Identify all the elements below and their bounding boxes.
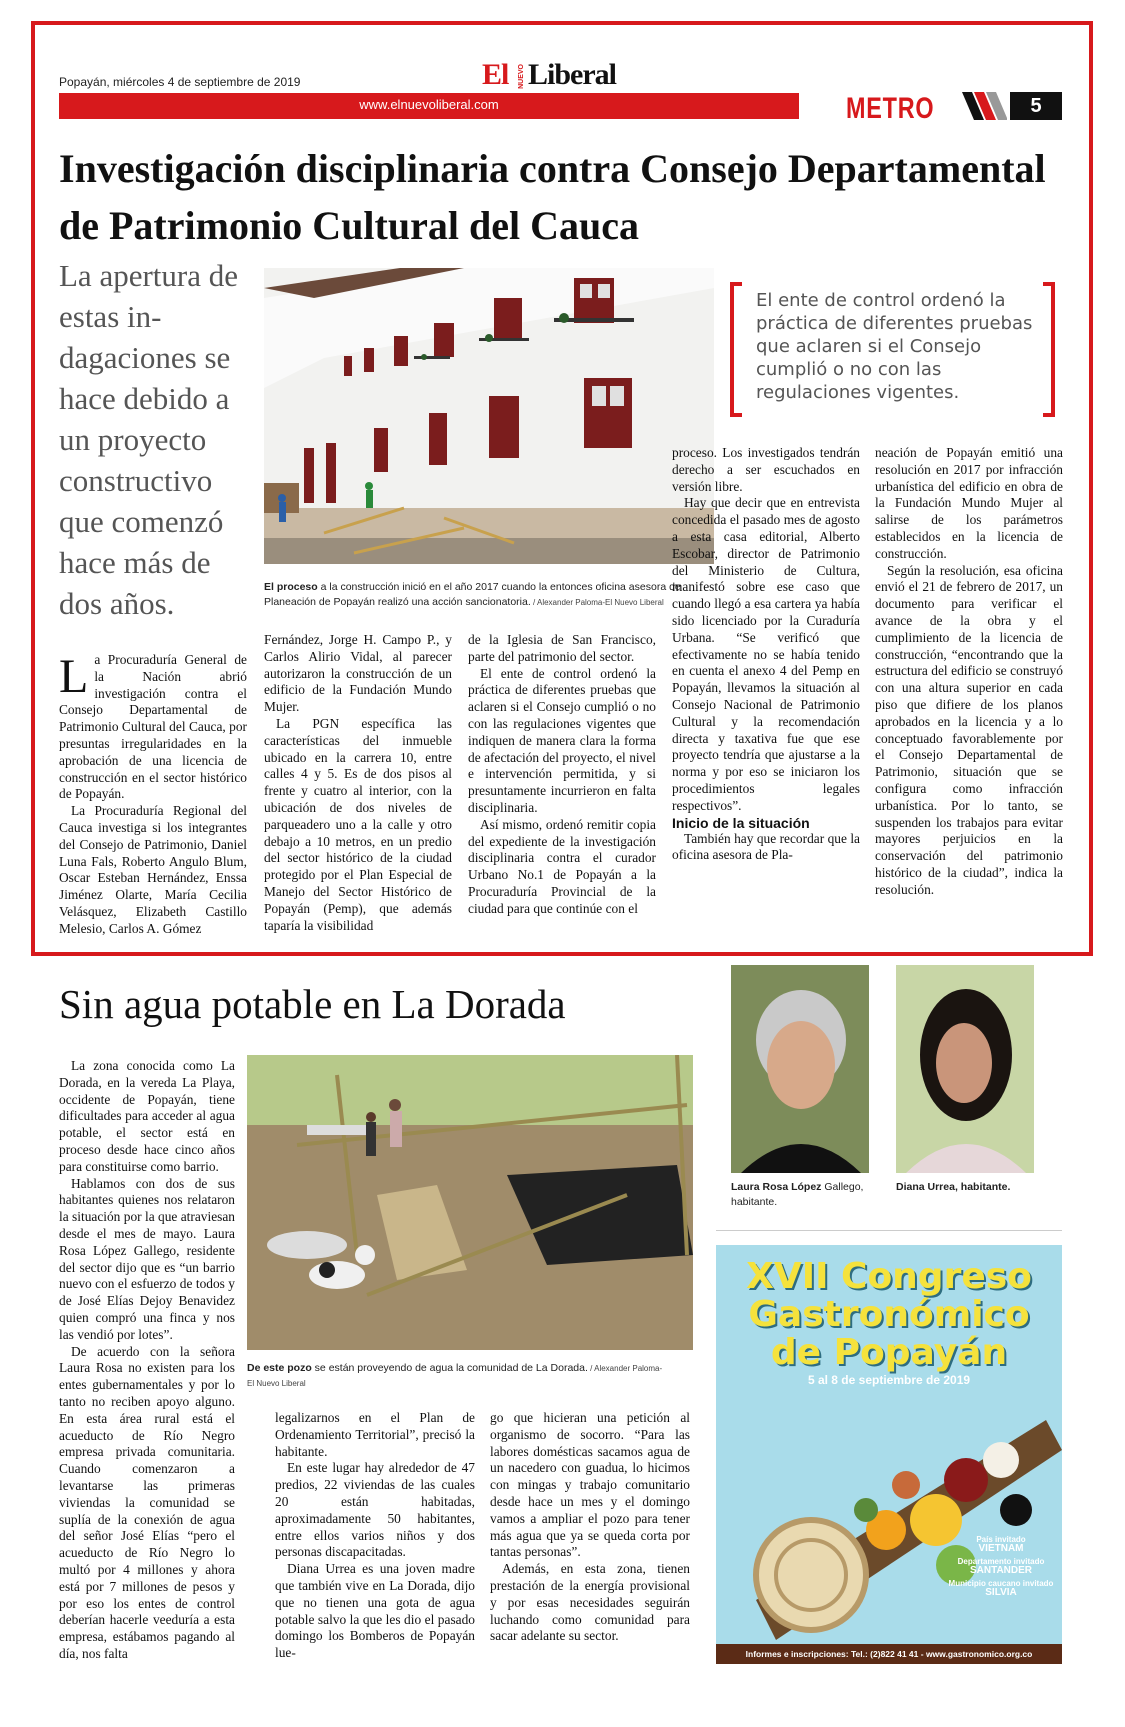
section-swoosh-icon bbox=[962, 92, 1007, 120]
gastronomy-congress-ad[interactable] bbox=[716, 1245, 1062, 1664]
ad-guest-country: VIETNAM bbox=[978, 1543, 1024, 1554]
caption-text: se están proveyendo de agua la comunidad de La Dorada. bbox=[311, 1362, 588, 1374]
caption-credit: / Alexander Paloma-El Nuevo Liberal bbox=[530, 598, 664, 607]
article1-column-1 bbox=[59, 652, 247, 938]
paragraph: de la Iglesia de San Francisco, parte del patrimonio del sector. bbox=[468, 632, 656, 664]
paragraph: En este lugar hay alrededor de 47 predios, 22 viviendas de las cuales 20 están habitadas, aproximadamente 50 habitantes, entre ellos varios niños y dos personas discapacitadas. bbox=[275, 1460, 475, 1560]
ad-guest-municipality-label: Municipio caucano invitado bbox=[948, 1579, 1054, 1588]
article2-photo-caption bbox=[247, 1361, 667, 1391]
article2-column-1 bbox=[59, 1058, 235, 1663]
article1-headline: Investigación disciplinaria contra Consejo Departamental de Patrimonio Cultural del Cauca bbox=[59, 146, 1046, 248]
portrait1-role: Gallego, habitante. bbox=[731, 1181, 864, 1208]
portrait1-name: Laura Rosa López bbox=[731, 1181, 822, 1193]
article1-deck: La apertura de estas in-dagaciones se hace debido a un proyecto constructivo que comenzó hace más de dos años. bbox=[59, 258, 238, 621]
divider bbox=[716, 1230, 1062, 1231]
water-well-photo bbox=[247, 1055, 693, 1350]
ad-title-line1: XVII Congreso bbox=[746, 1256, 1032, 1297]
caption-credit: / Alexander Paloma-El Nuevo Liberal bbox=[247, 1364, 663, 1388]
paragraph: También hay que recordar que la oficina asesora de Pla- bbox=[672, 830, 860, 863]
paragraph: El ente de control ordenó la práctica de diferentes pruebas que aclaren si el Consejo cumplió o no con las regulaciones vigentes que indiquen de manera clara la forma de afectación del proyecto, el nivel e intervención permitida, y si presuntamente incurrieron en falta disciplinaria. bbox=[468, 665, 656, 815]
ad-guest-country-label: País invitado bbox=[976, 1535, 1026, 1544]
article1-column-5 bbox=[875, 445, 1063, 899]
portrait-laura-rosa-lopez bbox=[731, 965, 869, 1173]
logo-nuevo: NUEVO bbox=[518, 64, 525, 89]
portrait2-name: Diana Urrea, habitante. bbox=[896, 1181, 1011, 1193]
ad-title-line3: de Popayán bbox=[770, 1332, 1008, 1373]
paragraph: Hay que decir que en entrevista concedida el pasado mes de agosto a esta casa editorial, Alberto Escobar, director de Patrimonio del Ministerio de Cultura, manifestó sobre ese caso que cuando llegó a esa cartera ya había sido licenciado por la Curaduría Urbana. “Se verificó que efectivamente no se había tenido en cuenta el anexo 4 del Pemp en Popayán, llevamos la situación al Consejo Nacional de Patrimonio Cultural y la recomendación directa y taxativa fue que ese proyecto tendría que ajustarse a la norma y por eso se iniciaron los procedimientos legales respectivos”. bbox=[672, 495, 860, 813]
ad-guest-municipality: SILVIA bbox=[985, 1587, 1017, 1598]
article1-column-2 bbox=[264, 632, 452, 934]
article2-column-2 bbox=[275, 1410, 475, 1662]
portrait1-caption bbox=[731, 1180, 871, 1210]
website-url[interactable]: www.elnuevoliberal.com bbox=[359, 97, 499, 112]
paragraph: neación de Popayán emitió una resolución en 2017 por infracción urbanística del edificio en obra de la Fundación Mundo Mujer al salirse de los parámetros establecidos en la licencia de construcción. bbox=[875, 445, 1063, 561]
url-bar bbox=[59, 93, 799, 119]
caption-lead: De este pozo bbox=[247, 1362, 312, 1374]
ad-contact-footer[interactable]: Informes e inscripciones: Tel.: (2)822 41 41 - www.gastronomico.org.co bbox=[716, 1644, 1062, 1664]
paragraph: legalizarnos en el Plan de Ordenamiento Territorial”, precisó la habitante. bbox=[275, 1410, 475, 1459]
paragraph: La zona conocida como La Dorada, en la vereda La Playa, occidente de Popayán, tiene dificultades para acceder al agua potable, el sector está en proceso desde hace cinco años para constituirse como barrio. bbox=[59, 1058, 235, 1174]
issue-date: Popayán, miércoles 4 de septiembre de 2019 bbox=[59, 75, 301, 89]
colonial-building-photo bbox=[264, 268, 714, 564]
paragraph: a Procuraduría General de la Nación abrió investigación contra el Consejo Departamental de Patrimonio Cultural del Cauca, por presuntas irregularidades en la aprobación de una licencia de construcción en el sector histórico de Popayán. bbox=[59, 652, 247, 802]
article1-subheading: Inicio de la situación bbox=[672, 814, 810, 831]
article1-column-4 bbox=[672, 445, 860, 864]
newspaper-logo[interactable] bbox=[482, 58, 642, 90]
logo-el: El bbox=[482, 58, 509, 91]
article2-headline: Sin agua potable en La Dorada bbox=[59, 981, 566, 1027]
ad-title-line2: Gastronómico bbox=[748, 1294, 1030, 1335]
portrait2-caption bbox=[896, 1180, 1036, 1195]
drop-cap: L bbox=[59, 650, 89, 703]
article1-column-3 bbox=[468, 632, 656, 918]
portrait-diana-urrea bbox=[896, 965, 1034, 1173]
paragraph: De acuerdo con la señora Laura Rosa no existen para los entes gubernamentales y por lo tanto no reciben apoyo alguno. En esta área rural está el acueducto de Río Negro empresa privada comunitaria. Cuando comenzaron a levantarse las primeras viviendas la comunidad se suplía de la conexión de agua del señor José Elías “pero el acueducto de Río Negro lo multó por 4 millones y ahora está por 7 millones de pesos y por eso los entes de control deberían hacerle veeduría a esta empresa, estábamos pagando al día, nos falta bbox=[59, 1343, 235, 1661]
paragraph: La PGN específica las características del inmueble ubicado en la carrera 10, entre calles 4 y 5. Es de dos pisos al frente y cuatro al interior, con la ubicación de dos niveles de parqueadero uno a la calle y otro debajo a 10 metros, en un predio del sector histórico de la ciudad protegido por el Plan Especial de Manejo del Sector Histórico de Popayán (Pemp), que además taparía la visibilidad bbox=[264, 715, 452, 933]
article1-photo-caption bbox=[264, 580, 684, 610]
pullquote-text: El ente de control ordenó la práctica de diferentes pruebas que aclaren si el Consejo cumplió o no con las regulaciones vigentes. bbox=[756, 290, 1033, 403]
section-name: METRO bbox=[846, 92, 935, 125]
paragraph: Además, en esta zona, tienen prestación de la energía provisional y por esas necesidades seguirán luchando como comunidad para sacar adelante su sector. bbox=[490, 1561, 690, 1644]
paragraph: La Procuraduría Regional del Cauca investiga si los integrantes del Consejo de Patrimonio, Daniel Luna Fals, Roberto Angulo Blum, Oscar Esteban Hernández, Enssa Jiménez Olarte, María Cecilia Velásquez, Elizabeth Castillo Melesio, Carlos A. Gómez bbox=[59, 803, 247, 936]
article2-column-3 bbox=[490, 1410, 690, 1645]
ad-guest-department: SANTANDER bbox=[969, 1565, 1033, 1576]
paragraph: Así mismo, ordenó remitir copia del expediente de la investigación disciplinaria contra el curador Urbano No.1 de Popayán a la Procuraduría Provincial de la ciudad para que continúe con el bbox=[468, 816, 656, 916]
paragraph: Fernández, Jorge H. Campo P., y Carlos Alirio Vidal, al parecer autorizaron la construcción de un edificio de la Fundación Mundo Mujer. bbox=[264, 632, 452, 715]
paragraph: Diana Urrea es una joven madre que también vive en La Dorada, dijo que no tienen una gota de agua potable salvo la que les dio el pasado domingo los Bomberos de Popayán lue- bbox=[275, 1561, 475, 1661]
logo-liberal: Liberal bbox=[528, 58, 616, 91]
page-number: 5 bbox=[1010, 92, 1062, 120]
paragraph: go que hicieran una petición al organismo de socorro. “Para las labores domésticas sacamos agua de un nacedero con guadua, lo hicimos con mingas y trabajo comunitario desde hace un mes y el domingo vamos a ampliar el pozo para tener más agua que ya se queda corta por tantas personas”. bbox=[490, 1410, 690, 1560]
paragraph: Según la resolución, esa oficina envió el 21 de febrero de 2017, un documento para verificar el avance de la obra y el cumplimiento de la licencia de construcción, “encontrando que la estructura del edificio se construyó con una altura superior en cada piso que difiere de los planos aprobados en la licencia y a lo conceptuado favorablemente por el Consejo Departamental de Patrimonio, situación que se configura como infracción urbanística. Por lo tanto, se suspenden los trabajos para evitar mayores perjuicios en la conservación del patrimonio histórico de la ciudad”, indica la resolución. bbox=[875, 562, 1063, 897]
ad-dates: 5 al 8 de septiembre de 2019 bbox=[807, 1373, 971, 1387]
paragraph: proceso. Los investigados tendrán derecho a ser escuchados en versión libre. bbox=[672, 445, 860, 494]
ad-guest-department-label: Departamento invitado bbox=[957, 1557, 1045, 1566]
caption-text: a la construcción inició en el año 2017 cuando la entonces oficina asesora de Planeación de Popayán realizó una acción sancionatoria. bbox=[264, 581, 681, 608]
paragraph: Hablamos con dos de sus habitantes quienes nos relataron la situación por la que atraviesan desde el mes de mayo. Laura Rosa López Gallego, residente del sector dijo que es “un barrio nuevo con el esfuerzo de todos y de José Elías Dejoy Benavidez quien compró una finca y nos las vendió por lotes”. bbox=[59, 1175, 235, 1342]
caption-lead: El proceso bbox=[264, 581, 318, 593]
food-platter-illustration bbox=[716, 1390, 1062, 1640]
